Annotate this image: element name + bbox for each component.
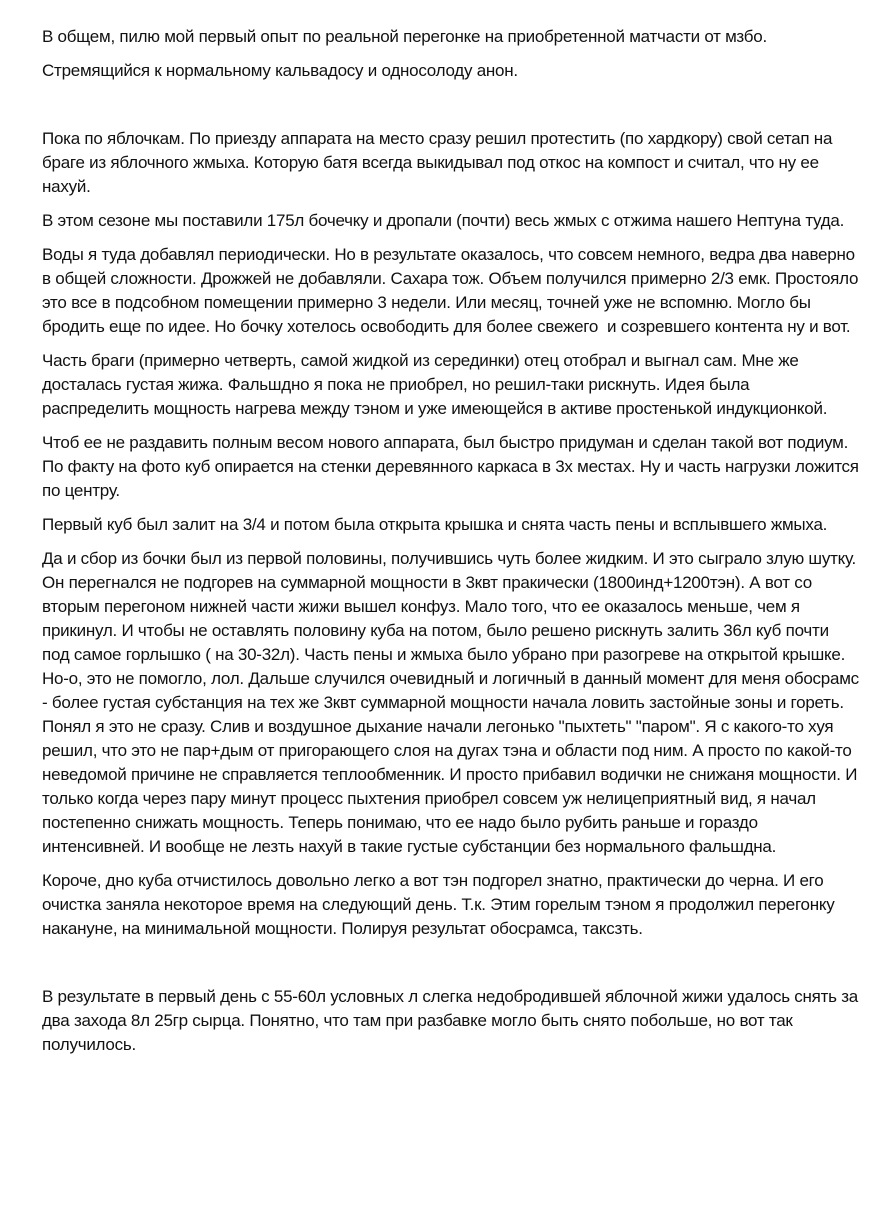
paragraph: Воды я туда добавлял периодически. Но в результате оказалось, что совсем немного, ведра два наверно в общей сложности. Дрожжей не добавляли. Сахара тож. Объем получился примерно 2/3 емк. Простояло это все в подсобном помещении примерно 3 недели. Или месяц, точней уже не вспомню. Могло бы бродить еще по идее. Но бочку хотелось освободить для более свежего и созревшего контента ну и вот. [42,245,863,336]
paragraph: Стремящийся к нормальному кальвадосу и односолоду анон. [42,61,518,80]
paragraph: Часть браги (примерно четверть, самой жидкой из серединки) отец отобрал и выгнал сам. Мне же досталась густая жижа. Фальшдно я пока не приобрел, но решил-таки рискнуть. Идея была распределить мощность нагрева между тэном и уже имеющейся в активе простенькой индукционкой. [42,351,828,418]
paragraph: Да и сбор из бочки был из первой половины, получившись чуть более жидким. И это сыграло злую шутку. Он перегнался не подгорев на суммарной мощности в 3квт пракически (1800инд+1200тэн). А вот со вторым перегоном нижней части жижи вышел конфуз. Мало того, что ее оказалось меньше, чем я прикинул. И чтобы не оставлять половину куба на потом, было решено рискнуть залить 36л куб почти под самое горлышко ( на 30-32л). Часть пены и жмыха было убрано при разогреве на открытой крышке. Но-о, это не помогло, лол. Дальше случился очевидный и логичный в данный момент для меня обосрамс - более густая субстанция на тех же 3квт суммарной мощности начала ловить застойные зоны и гореть. Понял я это не сразу. Слив и воздушное дыхание начали легонько "пыхтеть" "паром". Я с какого-то хуя решил, что это не пар+дым от пригорающего слоя на дугах тэна и области под ним. А просто по какой-то неведомой причине не справляется теплообменник. И просто прибавил водички не снижаня мощности. И только когда через пару минут процесс пыхтения приобрел совсем уж нелицеприятный вид, я начал постепенно снижать мощность. Теперь понимаю, что ее надо было рубить раньше и гораздо интенсивней. И вообще не лезть нахуй в такие густые субстанции без нормального фальшдна. [42,549,864,856]
blank-paragraph [42,951,860,975]
paragraph: Чтоб ее не раздавить полным весом нового аппарата, был быстро придуман и сделан такой вот подиум. По факту на фото куб опирается на стенки деревянного каркаса в 3х местах. Ну и часть нагрузки ложится по центру. [42,433,864,500]
paragraph: Первый куб был залит на 3/4 и потом была открыта крышка и снята часть пены и всплывшего жмыха. [42,515,828,534]
paragraph: Пока по яблочкам. По приезду аппарата на место сразу решил протестить (по хардкору) свой сетап на браге из яблочного жмыха. Которую батя всегда выкидывал под откос на компост и считал, что ну ее нахуй. [42,129,837,196]
paragraph: Короче, дно куба отчистилось довольно легко а вот тэн подгорел знатно, практически до черна. И его очистка заняла некоторое время на следующий день. Т.к. Этим горелым тэном я продолжил перегонку накануне, на минимальной мощности. Полируя результат обосрамса, таксзть. [42,871,840,938]
paragraphs-container [42,25,864,1057]
paragraph: В общем, пилю мой первый опыт по реальной перегонке на приобретенной матчасти от мзбо. [42,27,767,46]
paragraph: В этом сезоне мы поставили 175л бочечку и дропали (почти) весь жмых с отжима нашего Нептуна туда. [42,211,845,230]
paragraph: В результате в первый день с 55-60л условных л слегка недобродившей яблочной жижи удалось снять за два захода 8л 25гр сырца. Понятно, что там при разбавке могло быть снято побольше, но вот так получилось. [42,987,863,1054]
blank-paragraph [42,93,860,117]
